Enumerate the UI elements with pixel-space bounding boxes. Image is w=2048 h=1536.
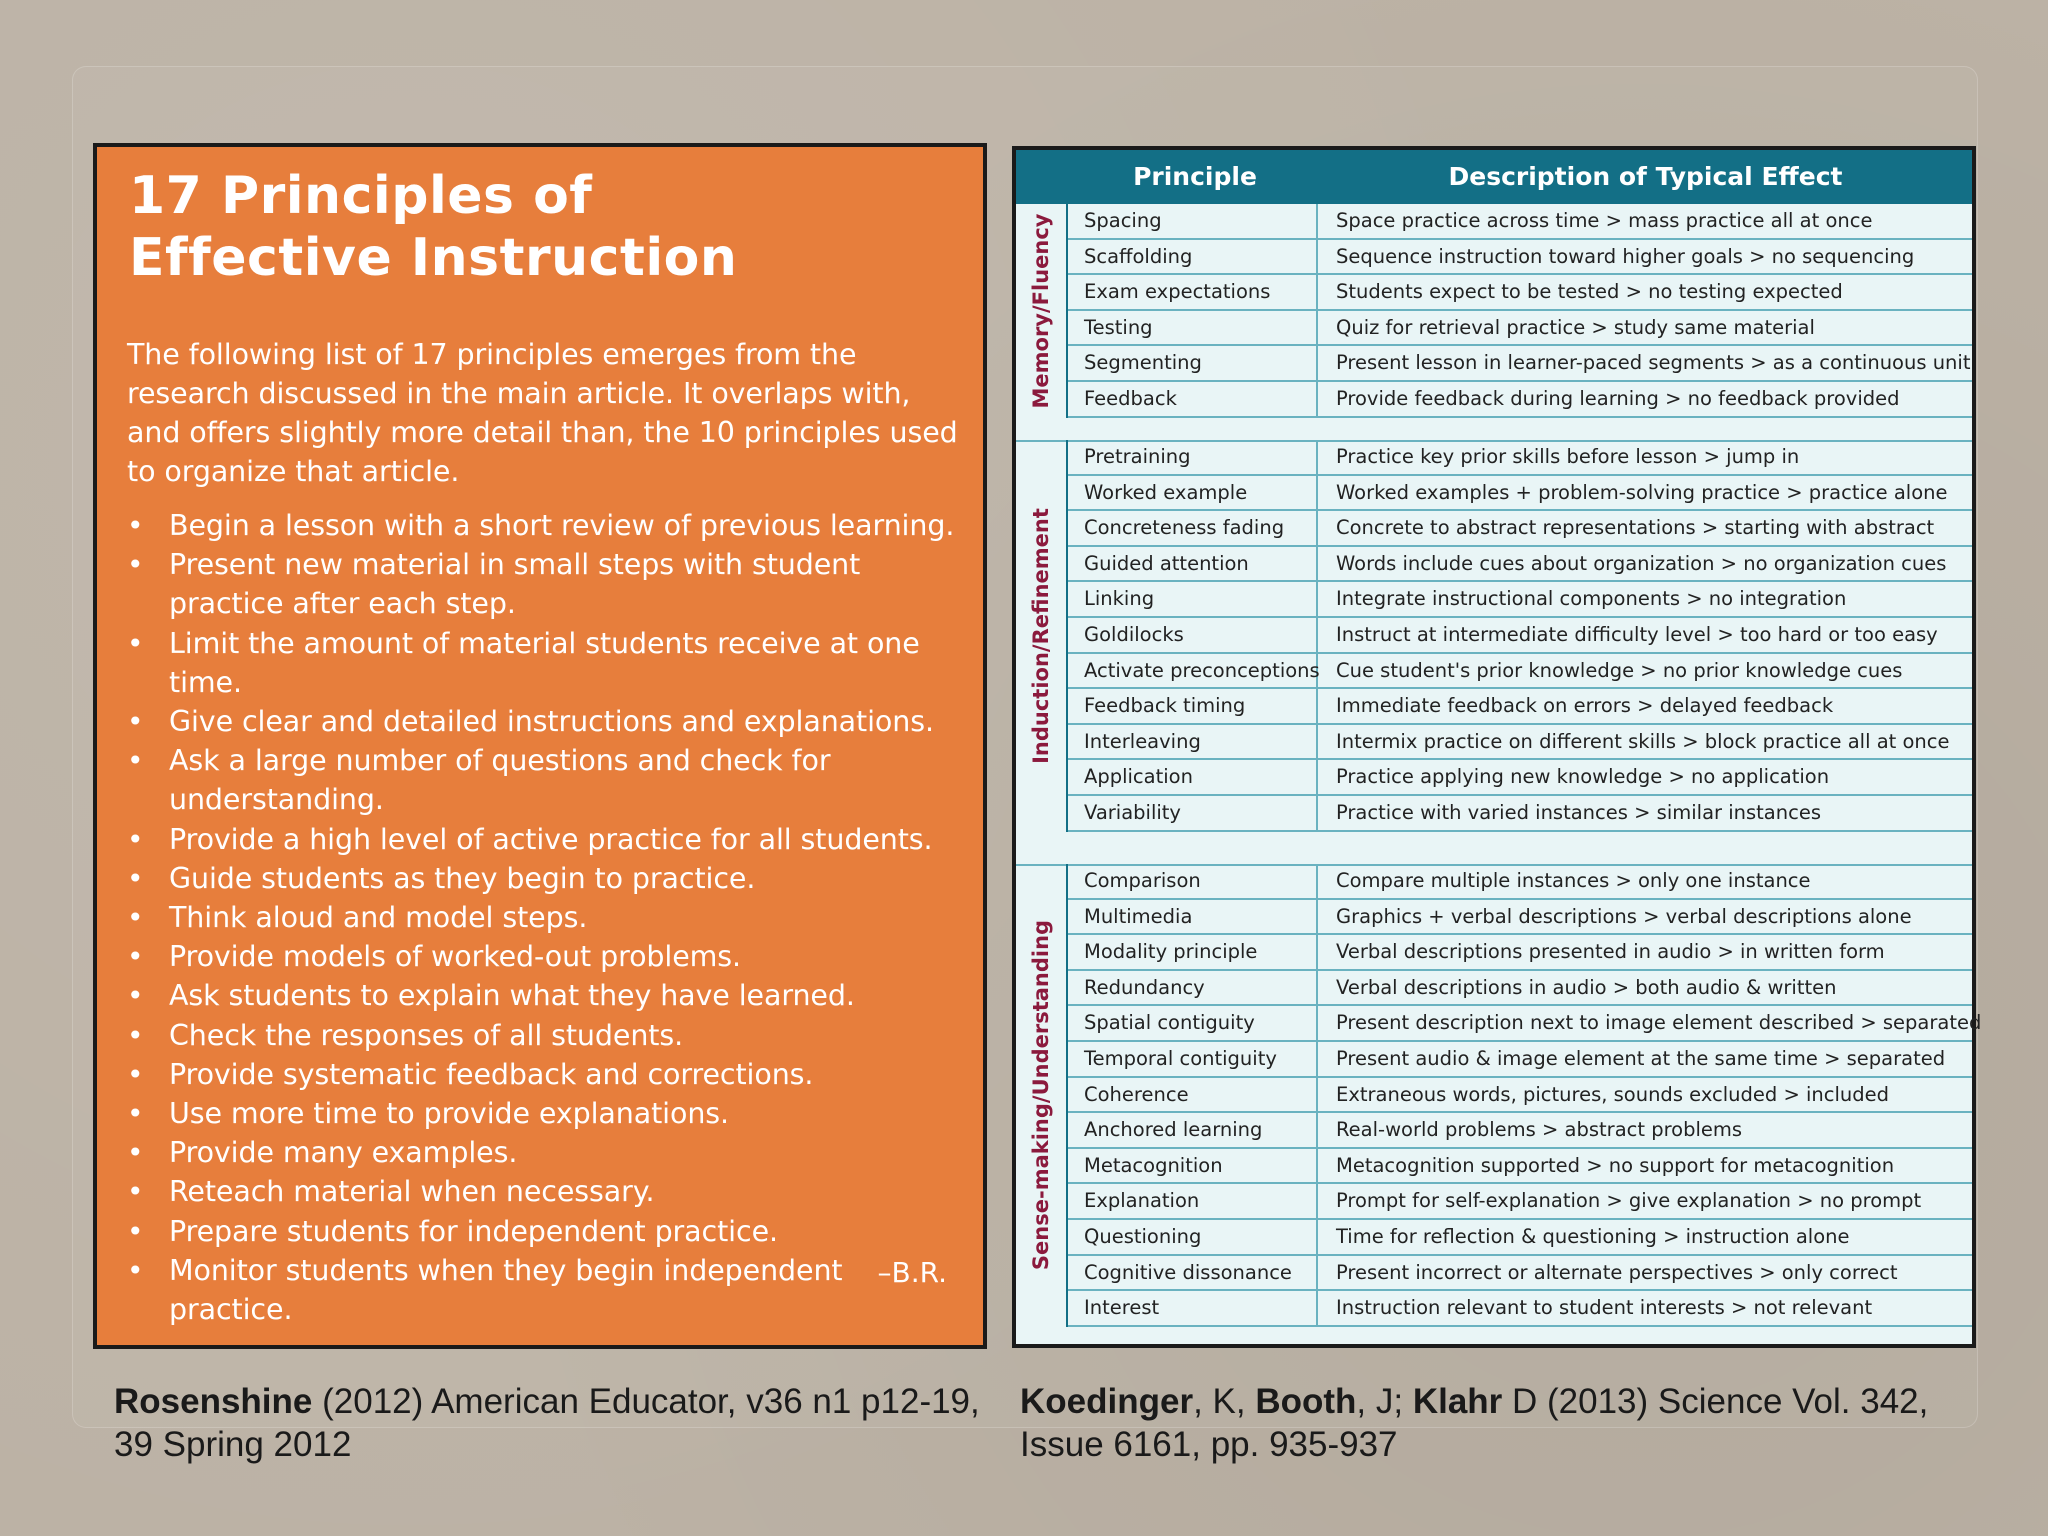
- principle-item: • Give clear and detailed instructions and explanations.: [127, 702, 972, 741]
- principle-cell: Feedback: [1068, 382, 1318, 416]
- table-row: [1068, 725, 1972, 761]
- principle-cell: Variability: [1068, 796, 1318, 830]
- principle-cell: Temporal contiguity: [1068, 1042, 1318, 1076]
- effect-cell: Practice applying new knowledge > no application: [1336, 765, 1830, 789]
- principle-cell: Anchored learning: [1068, 1113, 1318, 1147]
- principle-item: • Limit the amount of material students receive at one time.: [127, 624, 972, 702]
- principle-item: • Provide a high level of active practice for all students.: [127, 820, 972, 859]
- effect-cell: Practice key prior skills before lesson > jump in: [1336, 445, 1800, 468]
- table-group: [1016, 204, 1972, 418]
- principle-item: • Provide systematic feedback and corrections.: [127, 1055, 972, 1094]
- principle-item: • Prepare students for independent practice.: [127, 1212, 972, 1251]
- principle-cell: Redundancy: [1068, 971, 1318, 1005]
- effect-cell: Present incorrect or alternate perspectives > only correct: [1336, 1260, 1898, 1284]
- table-row: [1068, 689, 1972, 725]
- table-row: [1068, 1184, 1972, 1220]
- effect-cell: Practice with varied instances > similar instances: [1336, 801, 1821, 824]
- table-row: [1068, 1006, 1982, 1042]
- table-row: [1068, 547, 1972, 583]
- effect-cell: Students expect to be tested > no testing expected: [1336, 280, 1843, 304]
- group-label-text: Induction/Refinement: [1029, 507, 1053, 764]
- principle-cell: Explanation: [1068, 1184, 1318, 1218]
- principle-cell: Pretraining: [1068, 440, 1318, 474]
- effect-cell: Compare multiple instances > only one instance: [1336, 869, 1811, 892]
- group-label: [1016, 440, 1068, 832]
- header-description: Description of Typical Effect: [1448, 162, 1843, 191]
- table-row: [1068, 311, 1972, 347]
- effect-cell: Concrete to abstract representations > starting with abstract: [1336, 516, 1935, 540]
- caption-citation: (2012) American Educator, v36 n1 p12-19, 39 Spring 2012: [114, 1382, 980, 1464]
- table-row: [1068, 511, 1972, 547]
- caption-author-3: Klahr: [1412, 1382, 1503, 1421]
- effect-cell: Cue student's prior knowledge > no prior knowledge cues: [1336, 658, 1903, 682]
- principle-item: • Guide students as they begin to practice.: [127, 859, 972, 898]
- caption-koedinger: [1020, 1380, 1950, 1466]
- principles-list: [127, 506, 972, 1329]
- principle-cell: Metacognition: [1068, 1149, 1318, 1183]
- panel-intro: The following list of 17 principles emerges from the research discussed in the main article. It overlaps with, and offers slightly more detail than, the 10 principles used to organize that article.: [127, 338, 958, 488]
- effect-cell: Present lesson in learner-paced segments > as a continuous unit: [1336, 351, 1971, 375]
- table-row: [1068, 1113, 1972, 1149]
- principle-cell: Exam expectations: [1068, 275, 1318, 309]
- group-label: [1016, 864, 1068, 1327]
- principle-item: • Use more time to provide explanations.: [127, 1094, 972, 1133]
- caption-sep-semi: ,: [1235, 1382, 1256, 1421]
- principle-item: • Provide many examples.: [127, 1133, 972, 1172]
- principle-cell: Questioning: [1068, 1220, 1318, 1254]
- effect-cell: Time for reflection & questioning > instruction alone: [1336, 1225, 1850, 1248]
- caption-author-1: Koedinger: [1020, 1382, 1194, 1421]
- effect-cell: Quiz for retrieval practice > study same material: [1336, 315, 1815, 339]
- principle-cell: Activate preconceptions: [1068, 654, 1318, 688]
- effect-cell: Space practice across time > mass practice all at once: [1336, 209, 1873, 232]
- table-row: [1068, 476, 1972, 512]
- principle-cell: Spacing: [1068, 204, 1318, 238]
- table-row: [1068, 1149, 1972, 1185]
- table-group: [1016, 864, 1982, 1327]
- principle-cell: Application: [1068, 760, 1318, 794]
- principle-item: • Provide models of worked-out problems.: [127, 937, 972, 976]
- table-row: [1068, 240, 1972, 276]
- caption-citation: D (2013) Science Vol. 342, Issue 6161, pp. 935-937: [1020, 1382, 1929, 1464]
- principle-cell: Worked example: [1068, 476, 1318, 510]
- principle-cell: Multimedia: [1068, 900, 1318, 934]
- panel-title: [129, 165, 737, 289]
- effect-cell: Present audio & image element at the same time > separated: [1336, 1047, 1946, 1070]
- principle-item: • Ask a large number of questions and check for understanding.: [127, 741, 972, 819]
- principle-cell: Interest: [1068, 1291, 1318, 1325]
- principle-cell: Concreteness fading: [1068, 511, 1318, 545]
- panel-title-line-1: 17 Principles of: [129, 166, 593, 226]
- principle-item: • Present new material in small steps with student practice after each step.: [127, 545, 972, 623]
- table-row: [1068, 582, 1972, 618]
- table-row: [1068, 971, 1972, 1007]
- effect-cell: Words include cues about organization > no organization cues: [1336, 551, 1947, 575]
- header-principle: Principle: [1133, 162, 1257, 191]
- principle-cell: Cognitive dissonance: [1068, 1256, 1318, 1290]
- table-row: [1068, 864, 1972, 900]
- effect-cell: Verbal descriptions presented in audio > in written form: [1336, 940, 1885, 964]
- principle-cell: Linking: [1068, 582, 1318, 616]
- effect-cell: Verbal descriptions in audio > both audio & written: [1336, 975, 1837, 999]
- principle-cell: Scaffolding: [1068, 240, 1318, 274]
- group-label-text: Sense-making/Understanding: [1029, 920, 1053, 1271]
- principle-item: • Monitor students when they begin independent practice.: [127, 1251, 972, 1329]
- koedinger-principles-table: [1012, 146, 1982, 1348]
- table-row: [1068, 760, 1972, 796]
- principle-cell: Feedback timing: [1068, 689, 1318, 723]
- principle-cell: Modality principle: [1068, 935, 1318, 969]
- table-row: [1068, 1078, 1972, 1114]
- effect-cell: Graphics + verbal descriptions > verbal descriptions alone: [1336, 904, 1912, 928]
- table-row: [1068, 796, 1972, 832]
- caption-author: Rosenshine: [114, 1382, 313, 1421]
- principle-item: • Check the responses of all students.: [127, 1016, 972, 1055]
- effect-cell: Extraneous words, pictures, sounds excluded > included: [1336, 1082, 1890, 1106]
- table-row: [1068, 346, 1972, 382]
- rosenshine-principles-panel: [93, 143, 987, 1349]
- effect-cell: Real-world problems > abstract problems: [1336, 1118, 1743, 1142]
- caption-author-2: Booth: [1255, 1382, 1357, 1421]
- signature: –B.R.: [877, 1256, 947, 1289]
- effect-cell: Worked examples + problem-solving practice > practice alone: [1336, 480, 1948, 504]
- table-row: [1068, 440, 1972, 476]
- table-row: [1068, 900, 1972, 936]
- principle-item: • Think aloud and model steps.: [127, 898, 972, 937]
- principle-cell: Interleaving: [1068, 725, 1318, 759]
- group-label-text: Memory/Fluency: [1029, 213, 1053, 409]
- panel-title-line-2: Effective Instruction: [129, 228, 738, 288]
- principle-cell: Comparison: [1068, 864, 1318, 898]
- effect-cell: Intermix practice on different skills > block practice all at once: [1336, 729, 1950, 753]
- effect-cell: Metacognition supported > no support for metacognition: [1336, 1153, 1895, 1177]
- effect-cell: Prompt for self-explanation > give explanation > no prompt: [1336, 1189, 1922, 1213]
- principle-item: • Begin a lesson with a short review of previous learning.: [127, 506, 972, 545]
- table-row: [1068, 1042, 1972, 1078]
- caption-sep-1: , K: [1193, 1382, 1236, 1421]
- principle-cell: Coherence: [1068, 1078, 1318, 1112]
- principle-cell: Guided attention: [1068, 547, 1318, 581]
- effect-cell: Present description next to image element described > separated: [1336, 1011, 1982, 1035]
- effect-cell: Provide feedback during learning > no feedback provided: [1336, 387, 1900, 410]
- table-row: [1068, 935, 1972, 971]
- table-row: [1068, 204, 1972, 240]
- caption-sep-2: , J;: [1356, 1382, 1413, 1421]
- table-row: [1068, 1291, 1972, 1327]
- table-row: [1068, 654, 1972, 690]
- principle-cell: Goldilocks: [1068, 618, 1318, 652]
- caption-rosenshine: [114, 1380, 994, 1466]
- table-row: [1068, 1256, 1972, 1292]
- effect-cell: Immediate feedback on errors > delayed feedback: [1336, 694, 1834, 718]
- table-row: [1068, 382, 1972, 418]
- effect-cell: Instruct at intermediate difficulty level > too hard or too easy: [1336, 623, 1938, 646]
- table-row: [1068, 618, 1972, 654]
- principle-item: • Ask students to explain what they have learned.: [127, 976, 972, 1015]
- table-row: [1068, 1220, 1972, 1256]
- table-row: [1068, 275, 1972, 311]
- principle-cell: Spatial contiguity: [1068, 1006, 1318, 1040]
- group-label: [1016, 204, 1068, 418]
- principle-item: • Reteach material when necessary.: [127, 1172, 972, 1211]
- principle-cell: Testing: [1068, 311, 1318, 345]
- effect-cell: Instruction relevant to student interests > not relevant: [1336, 1296, 1873, 1320]
- table-header: [1016, 150, 1972, 204]
- effect-cell: Sequence instruction toward higher goals > no sequencing: [1336, 244, 1915, 268]
- effect-cell: Integrate instructional components > no integration: [1336, 587, 1847, 611]
- principle-cell: Segmenting: [1068, 346, 1318, 380]
- table-group: [1016, 440, 1972, 832]
